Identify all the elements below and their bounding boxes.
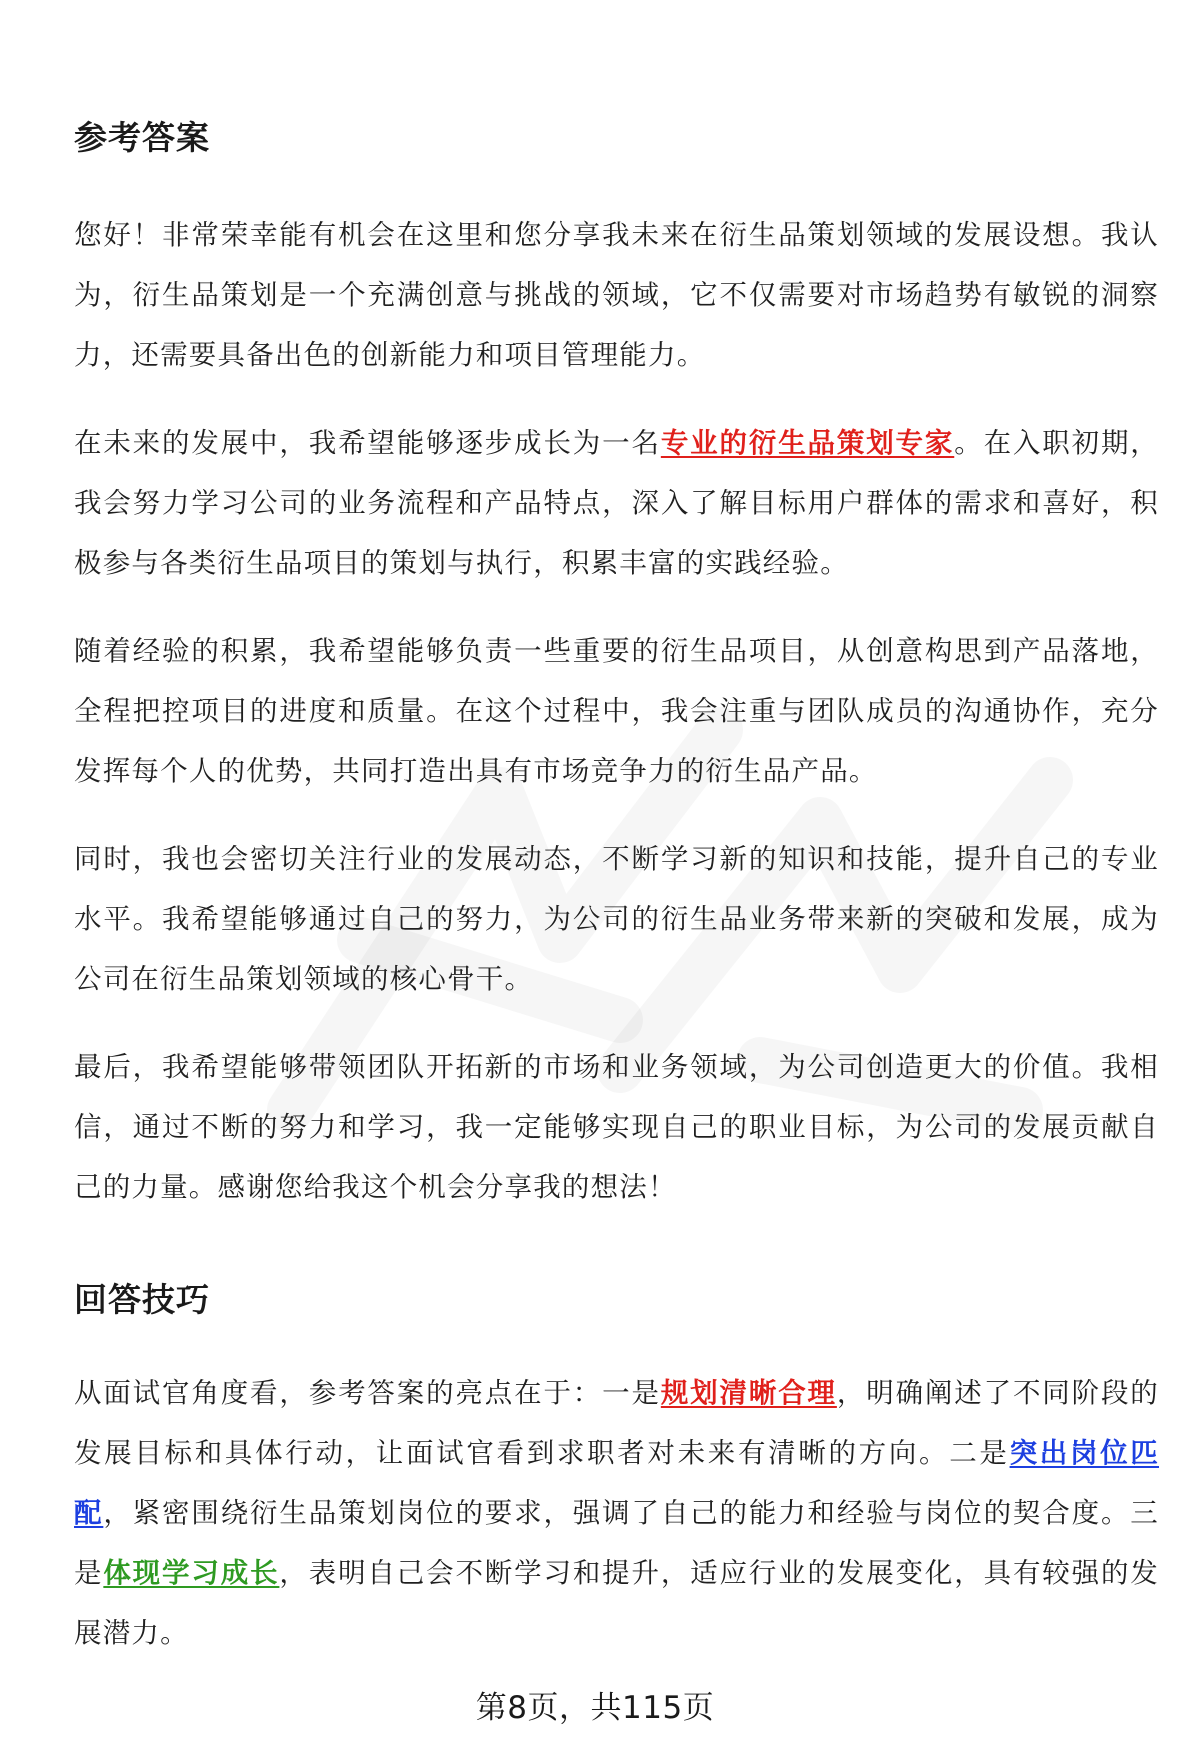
highlight-job-match: 突出岗位匹配 <box>74 1437 1159 1529</box>
highlight-learning-growth: 体现学习成长 <box>103 1557 280 1589</box>
paragraph-text: 从面试官角度看，参考答案的亮点在于：一是 <box>74 1377 661 1409</box>
answer-paragraph-5 <box>74 1037 1159 1217</box>
answer-paragraph-4 <box>74 829 1159 1009</box>
paragraph-text: 。在入职初期，我会努力学习公司的业务流程和产品特点，深入了解目标用户群体的需求和喜好，积极参与各类衍生品项目的策划与执行，积累丰富的实践经验。 <box>74 427 1159 579</box>
paragraph-text: 最后，我希望能够带领团队开拓新的市场和业务领域，为公司创造更大的价值。我相信，通过不断的努力和学习，我一定能够实现自己的职业目标，为公司的发展贡献自己的力量。感谢您给我这个机会分享我的想法！ <box>74 1051 1159 1203</box>
paragraph-text: 同时，我也会密切关注行业的发展动态，不断学习新的知识和技能，提升自己的专业水平。我希望能够通过自己的努力，为公司的衍生品业务带来新的突破和发展，成为公司在衍生品策划领域的核心骨干。 <box>74 843 1159 995</box>
paragraph-text: ，紧密围绕衍生品策划岗位的要求，强调了自己的能力和经验与岗位的契合度。三是 <box>74 1497 1159 1589</box>
section-title-answer-tips: 回答技巧 <box>74 1280 210 1319</box>
paragraph-text: ，明确阐述了不同阶段的发展目标和具体行动，让面试官看到求职者对未来有清晰的方向。二是 <box>74 1377 1160 1469</box>
answer-paragraph-2 <box>74 413 1159 593</box>
page-number-footer: 第8页，共115页 <box>475 1690 715 1726</box>
paragraph-text: 随着经验的积累，我希望能够负责一些重要的衍生品项目，从创意构思到产品落地，全程把控项目的进度和质量。在这个过程中，我会注重与团队成员的沟通协作，充分发挥每个人的优势，共同打造出具有市场竞争力的衍生品产品。 <box>74 635 1159 787</box>
paragraph-text: 在未来的发展中，我希望能够逐步成长为一名 <box>74 427 661 459</box>
tips-paragraph <box>74 1363 1159 1663</box>
highlight-clear-planning: 规划清晰合理 <box>660 1377 837 1409</box>
answer-paragraph-1 <box>74 205 1159 385</box>
answer-paragraph-3 <box>74 621 1159 801</box>
section-title-reference-answer: 参考答案 <box>74 118 210 157</box>
paragraph-text: 您好！非常荣幸能有机会在这里和您分享我未来在衍生品策划领域的发展设想。我认为，衍生品策划是一个充满创意与挑战的领域，它不仅需要对市场趋势有敏锐的洞察力，还需要具备出色的创新能力和项目管理能力。 <box>74 219 1159 371</box>
highlight-professional-expert: 专业的衍生品策划专家 <box>660 427 955 459</box>
paragraph-text: ，表明自己会不断学习和提升，适应行业的发展变化，具有较强的发展潜力。 <box>74 1557 1160 1649</box>
